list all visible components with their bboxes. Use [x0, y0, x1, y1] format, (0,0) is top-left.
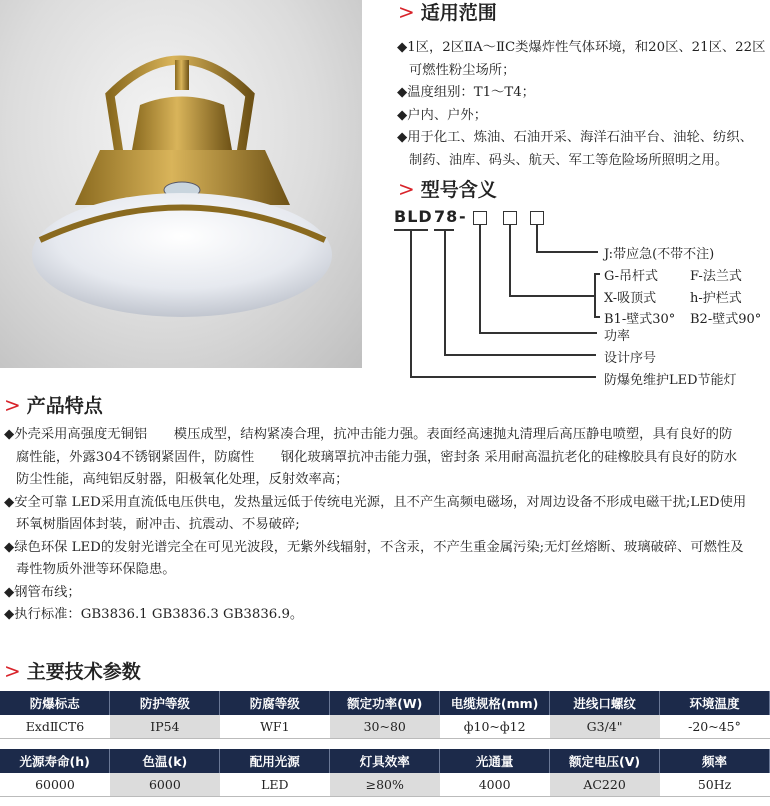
scope-heading: [398, 0, 497, 25]
table-cell: -20~45°: [660, 715, 770, 739]
table-header: 防爆标志: [0, 691, 110, 715]
leader-emergency: [536, 225, 538, 251]
feature-line: ◆绿色环保 LED的发射光谱完全在可见光波段，无紫外线辐射，不含汞，不产生重金属污染;无灯丝熔断、玻璃破碎、可燃性及: [4, 539, 744, 555]
explosion-proof-lamp-icon: [0, 0, 362, 368]
model-title: 型号含义: [420, 179, 497, 201]
model-diagram: [394, 207, 770, 397]
label-name: 防爆免维护LED节能灯: [604, 373, 737, 388]
label-power: 功率: [604, 329, 631, 344]
table-header: 额定电压(V): [550, 749, 660, 773]
feature-line: 防尘性能，高纯铝反射器，阳极氧化处理，反射效率高；: [16, 472, 349, 487]
spec-table-1: [0, 691, 770, 739]
table-header: 进线口螺纹: [550, 691, 660, 715]
scope-line: 可燃性粉尘场所；: [409, 62, 516, 78]
table-header-row: [0, 749, 770, 773]
leader-prefix: [410, 230, 412, 376]
scope-line: 制药、油库、码头、航天、军工等危险场所照明之用。: [409, 152, 729, 168]
chevron-right-icon: >: [398, 176, 415, 201]
table-header: 配用光源: [220, 749, 330, 773]
params-heading: [4, 657, 141, 684]
table-header: 额定功率(W): [330, 691, 440, 715]
label-f: F-法兰式: [690, 269, 742, 284]
label-x: X-吸顶式: [604, 291, 657, 306]
leader-number: [444, 230, 446, 354]
model-prefix: BLD: [394, 207, 433, 226]
features-list: [4, 424, 770, 627]
model-dash: -: [459, 207, 467, 226]
model-box-power: [473, 211, 487, 225]
chevron-right-icon: >: [398, 0, 415, 24]
table-cell: LED: [220, 773, 330, 797]
label-b1: B1-壁式30°: [604, 312, 676, 327]
feature-line: 毒性物质外泄等环保隐患。: [16, 562, 176, 577]
model-heading: [398, 175, 497, 202]
params-title: 主要技术参数: [26, 661, 141, 683]
feature-line: ◆安全可靠 LED采用直流低电压供电，发热量远低于传统电光源，且不产生高频电磁场，对周边设备不形成电磁干扰;LED使用: [4, 494, 747, 510]
label-seq: 设计序号: [604, 351, 657, 366]
leader-mount: [509, 225, 511, 295]
table-header: 频率: [660, 749, 770, 773]
scope-title: 适用范围: [420, 2, 497, 24]
feature-line: ◆外壳采用高强度无铜铝 模压成型，结构紧凑合理，抗冲击能力强。表面经高速抛丸清理后高压静电喷塑，具有良好的防: [4, 427, 733, 442]
feature-line: ◆钢管布线；: [4, 584, 81, 600]
table-cell: 60000: [0, 773, 110, 797]
table-header: 光通量: [440, 749, 550, 773]
table-cell: ф10~ф12: [440, 715, 550, 739]
chevron-right-icon: >: [4, 658, 21, 683]
feature-line: 环氧树脂固体封装，耐冲击、抗震动、不易破碎;: [16, 517, 300, 532]
bracket-bottom: [594, 316, 600, 318]
label-g: G-吊杆式: [604, 269, 659, 284]
arm-power: [479, 332, 597, 334]
table-header-row: [0, 691, 770, 715]
table-header: 电缆规格(mm): [440, 691, 550, 715]
scope-list: [397, 37, 765, 172]
model-box-emergency: [530, 211, 544, 225]
table-header: 灯具效率: [330, 749, 440, 773]
product-photo: [0, 0, 362, 368]
table-cell: ≥80%: [330, 773, 440, 797]
arm-seq: [444, 354, 596, 356]
table-header: 色温(k): [110, 749, 220, 773]
feature-line: 腐性能，外露304不锈钢紧固件，防腐性 钢化玻璃罩抗冲击能力强，密封条 采用耐高温抗老化的硅橡胶具有良好的防水: [16, 449, 738, 465]
arm-name: [410, 376, 596, 378]
features-heading: [4, 391, 103, 418]
scope-line: ◆1区，2区ⅡA～ⅡC类爆炸性气体环境，和20区、21区、22区: [397, 40, 766, 55]
table-cell: AC220: [550, 773, 660, 797]
feature-line: ◆执行标准：GB3836.1 GB3836.3 GB3836.9。: [4, 607, 304, 622]
table-cell: G3/4": [550, 715, 660, 739]
table-cell: 6000: [110, 773, 220, 797]
scope-line: ◆户内、户外；: [397, 107, 488, 123]
label-b2: B2-壁式90°: [690, 312, 762, 327]
scope-line: ◆温度组别：T1～T4；: [397, 85, 535, 100]
model-number: 78: [434, 207, 459, 226]
table-cell: 30~80: [330, 715, 440, 739]
table-cell: 50Hz: [660, 773, 770, 797]
table-cell: ExdⅡCT6: [0, 715, 110, 739]
bracket-mount: [594, 273, 596, 317]
table-header: 防护等级: [110, 691, 220, 715]
chevron-right-icon: >: [4, 392, 21, 417]
table-header: 防腐等级: [220, 691, 330, 715]
spec-table-2: [0, 749, 770, 797]
table-header: 环境温度: [660, 691, 770, 715]
table-row: [0, 773, 770, 797]
table-cell: 4000: [440, 773, 550, 797]
table-cell: WF1: [220, 715, 330, 739]
scope-line: ◆用于化工、炼油、石油开采、海洋石油平台、油轮、纺织、: [397, 130, 753, 145]
arm-emergency: [536, 251, 598, 253]
table-row: [0, 715, 770, 739]
bracket-top: [594, 273, 600, 275]
model-box-mount: [503, 211, 517, 225]
label-emergency: J:带应急(不带不注): [604, 247, 715, 262]
leader-power: [479, 225, 481, 332]
features-title: 产品特点: [26, 395, 103, 417]
label-h: h-护栏式: [690, 291, 742, 306]
table-cell: IP54: [110, 715, 220, 739]
table-header: 光源寿命(h): [0, 749, 110, 773]
arm-mount: [509, 295, 594, 297]
